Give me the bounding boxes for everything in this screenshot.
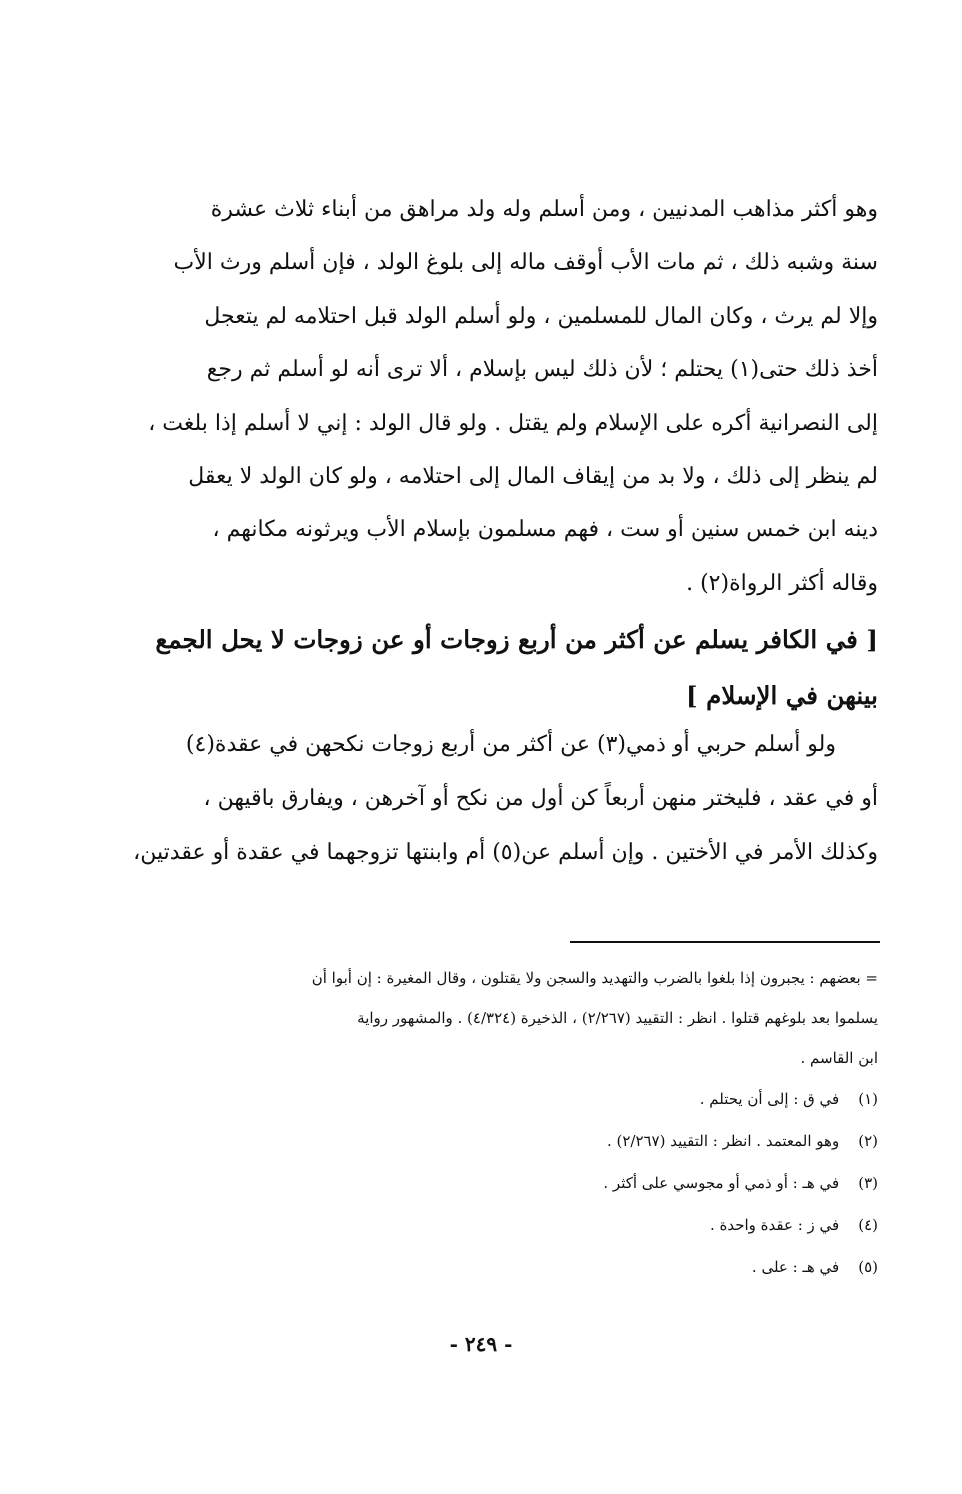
page-number: - ٢٤٩ - [449,1332,513,1356]
footnote-number: (٤) [858,1216,878,1234]
section-text-block [100,718,878,880]
footnote-text: في هـ : على . [751,1258,840,1276]
heading-line: [ في الكافر يسلم عن أكثر من أربع زوجات أو عن زوجات لا يحل الجمع [155,625,878,654]
text-line: سنة وشبه ذلك ، ثم مات الأب أوقف ماله إلى بلوغ الولد ، فإن أسلم ورث الأب [173,250,878,276]
text-line: لم ينظر إلى ذلك ، ولا بد من إيقاف المال إلى احتلامه ، ولو كان الولد لا يعقل [188,464,878,490]
footnote-separator [570,941,880,943]
section-heading [100,612,878,724]
footnote-text: في هـ : أو ذمي أو مجوسي على أكثر . [603,1174,840,1192]
footnote-number: (٣) [858,1174,878,1192]
text-line: أو في عقد ، فليختر منهن أربعاً كن أول من نكح أو آخرهن ، ويفارق باقيهن ، [203,786,878,811]
footnote-text: في ز : عقدة واحدة . [709,1216,840,1234]
footnote [100,1204,878,1246]
footnote-continuation: = بعضهم : يجبرون إذا بلغوا بالضرب والتهديد والسجن ولا يقتلون ، وقال المغيرة : إن أبوا أن [311,969,878,987]
footnote [100,1120,878,1162]
footnote-number: (٢) [858,1132,878,1150]
footnote-continuation: ابن القاسم . [800,1049,878,1067]
text-line: أخذ ذلك حتى(١) يحتلم ؛ لأن ذلك ليس بإسلام ، ألا ترى أنه لو أسلم ثم رجع [206,357,878,383]
footnote-number: (١) [858,1090,878,1108]
footnote [100,1246,878,1288]
text-line: وقاله أكثر الرواة(٢) . [686,570,878,596]
heading-line: بينهن في الإسلام ] [686,681,878,710]
footnote-text: في ق : إلى أن يحتلم . [699,1090,840,1108]
footnote [100,1162,878,1204]
footnote-number: (٥) [858,1258,878,1276]
text-line: إلى النصرانية أكره على الإسلام ولم يقتل . ولو قال الولد : إني لا أسلم إذا بلغت ، [148,410,878,436]
text-line: وإلا لم يرث ، وكان المال للمسلمين ، ولو أسلم الولد قبل احتلامه لم يتعجل [204,303,878,329]
main-text-block [100,183,878,610]
text-line: وهو أكثر مذاهب المدنيين ، ومن أسلم وله ولد مراهق من أبناء ثلاث عشرة [210,197,878,222]
text-line: ولو أسلم حربي أو ذمي(٣) عن أكثر من أربع زوجات نكحهن في عقدة(٤) [185,732,836,757]
text-line: دينه ابن خمس سنين أو ست ، فهم مسلمون بإسلام الأب ويرثونه مكانهم ، [212,517,878,543]
footnote-text: وهو المعتمد . انظر : التقييد (٢/٢٦٧) . [606,1132,840,1150]
footnote [100,1078,878,1120]
footnote-continuation: يسلموا بعد بلوغهم قتلوا . انظر : التقييد (٢/٢٦٧) ، الذخيرة (٤/٣٢٤) . والمشهور رواية [357,1009,878,1027]
footnotes [100,958,878,1288]
text-line: وكذلك الأمر في الأختين . وإن أسلم عن(٥) أم وابنتها تزوجهما في عقدة أو عقدتين، [133,840,878,865]
